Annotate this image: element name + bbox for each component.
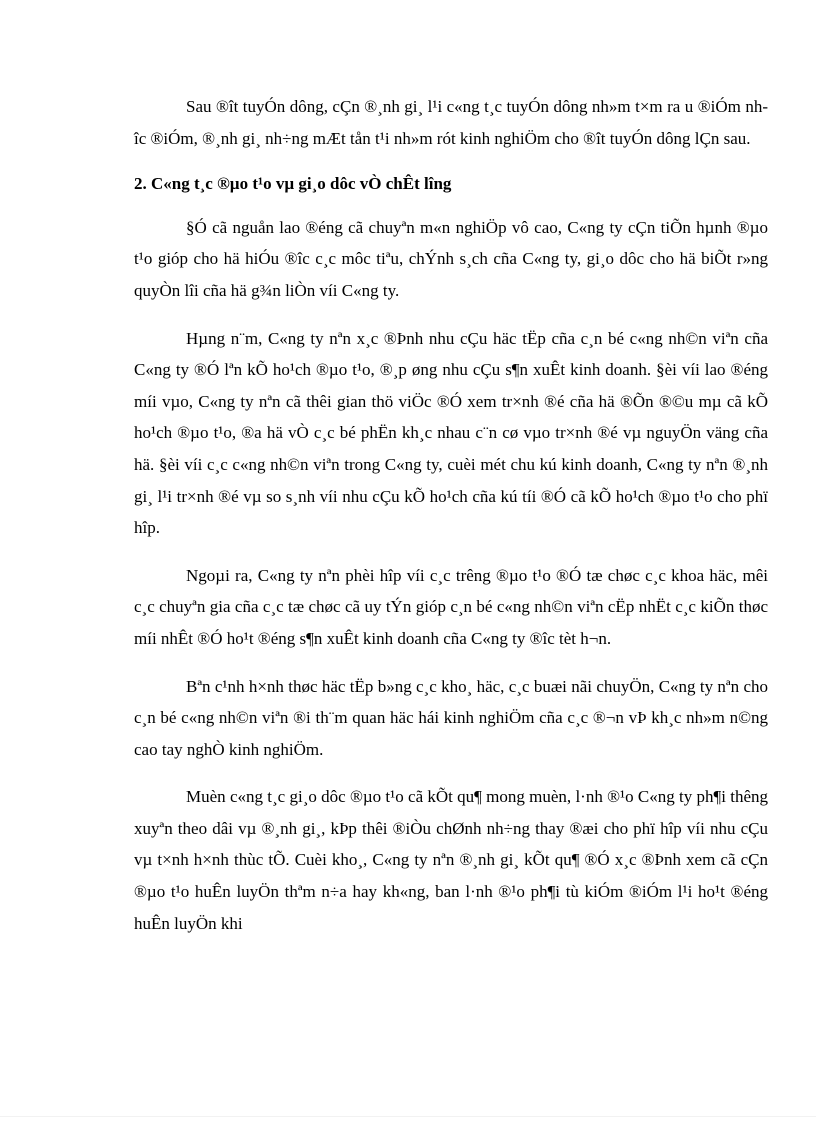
page-bottom-edge <box>0 1116 816 1117</box>
paragraph-recruitment-review: Sau ®ît tuyÓn dông, cÇn ®¸nh gi¸ l¹i c«ng t¸c tuyÓn dông nh»m t×m ra u ®iÓm nhîc ®iÓm, ®¸nh gi¸ nh÷ng mÆt tån t¹i nh»m rót kinh nghiÖm cho ®ît tuyÓn dông lÇn sau. <box>134 97 768 148</box>
section-heading: 2. C«ng t¸c ®µo t¹o vµ gi¸o dôc vÒ chÊt lîng <box>134 174 452 194</box>
paragraph-training-need: §Ó cã nguån lao ®éng cã chuyªn m«n nghiÖp vô cao, C«ng ty cÇn tiÕn hµnh ®µo t¹o gióp cho hä hiÓu ®îc c¸c môc tiªu, chÝnh s¸ch cña C«ng ty, gi¸o dôc cho hä biÕt r»ng quyÒn lîi cña hä g¾n liÒn víi C«ng ty. <box>134 217 768 300</box>
document-body <box>134 91 768 939</box>
paragraph-study-visits: Bªn c¹nh h×nh thøc häc tËp b»ng c¸c kho¸ häc, c¸c buæi nãi chuyÖn, C«ng ty nªn cho c¸n bé c«ng nh©n viªn ®i th¨m quan häc hái kinh nghiÖm cña c¸c ®¬n vÞ kh¸c nh»m n©ng cao tay nghÒ kinh nghiÖm. <box>134 676 768 759</box>
paragraph-annual-planning: Hµng n¨m, C«ng ty nªn x¸c ®Þnh nhu cÇu häc tËp cña c¸n bé c«ng nh©n viªn cña C«ng ty ®Ó lªn kÕ ho¹ch ®µo t¹o, ®¸p øng nhu cÇu s¶n xuÊt kinh doanh. §èi víi lao ®éng míi vµo, C«ng ty nªn cã thêi gian thö viÖc ®Ó xem tr×nh ®é cña hä ®Õn ®©u mµ cã kÕ ho¹ch ®µo t¹o, ®a hä vÒ c¸c bé phËn kh¸c nhau c¨n cø vµo tr×nh ®é vµ nguyÖn väng cña hä. §èi víi c¸c c«ng nh©n viªn trong C«ng ty, cuèi mét chu kú kinh doanh, C«ng ty nªn ®¸nh gi¸ l¹i tr×nh ®é vµ so s¸nh víi nhu cÇu kÕ ho¹ch cña kú tíi ®Ó cã kÕ ho¹ch ®µo t¹o cho phï hîp. <box>134 328 768 538</box>
paragraph-evaluation: Muèn c«ng t¸c gi¸o dôc ®µo t¹o cã kÕt qu¶ mong muèn, l·nh ®¹o C«ng ty ph¶i thêng xuyªn theo dâi vµ ®¸nh gi¸, kÞp thêi ®iÒu chØnh nh÷ng thay ®æi cho phï hîp víi nhu cÇu vµ t×nh h×nh thùc tÕ. Cuèi kho¸, C«ng ty nªn ®¸nh gi¸ kÕt qu¶ ®Ó x¸c ®Þnh xem cã cÇn ®µo t¹o huÊn luyÖn thªm n÷a hay kh«ng, ban l·nh ®¹o ph¶i tù kiÓm ®iÓm l¹i ho¹t ®éng huÊn luyÖn khi <box>134 787 768 933</box>
paragraph-cooperation: Ngoµi ra, C«ng ty nªn phèi hîp víi c¸c trêng ®µo t¹o ®Ó tæ chøc c¸c khoa häc, mêi c¸c chuyªn gia cña c¸c tæ chøc cã uy tÝn gióp c¸n bé c«ng nh©n viªn cËp nhËt c¸c kiÕn thøc míi nhÊt ®Ó ho¹t ®éng s¶n xuÊt kinh doanh cña C«ng ty ®îc tèt h¬n. <box>134 565 768 648</box>
